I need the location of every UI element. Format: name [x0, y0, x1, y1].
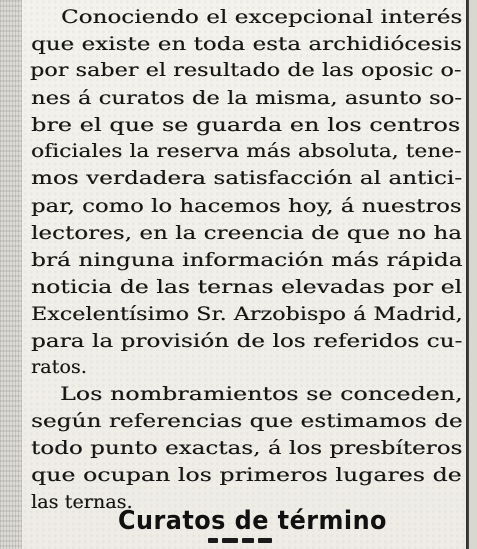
- article-line: Excelentísimo Sr. Arzobispo á Madrid,: [31, 303, 463, 325]
- article-line: nes á curatos de la misma, asunto so-: [31, 87, 462, 109]
- article-line: oficiales la reserva más absoluta, tene-: [31, 140, 462, 162]
- article-line: Los nombramientos se conceden,: [60, 383, 463, 405]
- next-heading-fragment: [200, 538, 280, 549]
- article-line: por saber el resultado de las oposic o-: [30, 59, 462, 81]
- article-line: para la provisión de los referidos cu-: [31, 330, 463, 352]
- article-line: par, como lo hacemos hoy, á nuestros: [31, 195, 462, 217]
- article-line: mos verdadera satisfacción al antici-: [31, 167, 463, 189]
- article-line: brá ninguna información más rápida: [31, 249, 463, 271]
- adjacent-column-bleed: [0, 0, 22, 549]
- article-line: las ternas.: [31, 491, 133, 513]
- article-line: que ocupan los primeros lugares de: [31, 464, 462, 486]
- article-line: todo punto exactas, á los presbíteros: [31, 437, 463, 459]
- section-heading: Curatos de término: [118, 506, 387, 536]
- article-line: noticia de las ternas elevadas por el: [31, 276, 463, 298]
- page-margin: [469, 0, 477, 549]
- article-line: bre el que se guarda en los centros: [31, 114, 461, 136]
- article-line: que existe en toda esta archidiócesis: [31, 33, 462, 55]
- article-line: Conociendo el excepcional interés: [61, 6, 463, 28]
- article-line: lectores, en la creencia de que no ha: [31, 222, 462, 244]
- article-line: ratos.: [31, 356, 87, 378]
- article-line: según referencias que estimamos de: [31, 410, 463, 432]
